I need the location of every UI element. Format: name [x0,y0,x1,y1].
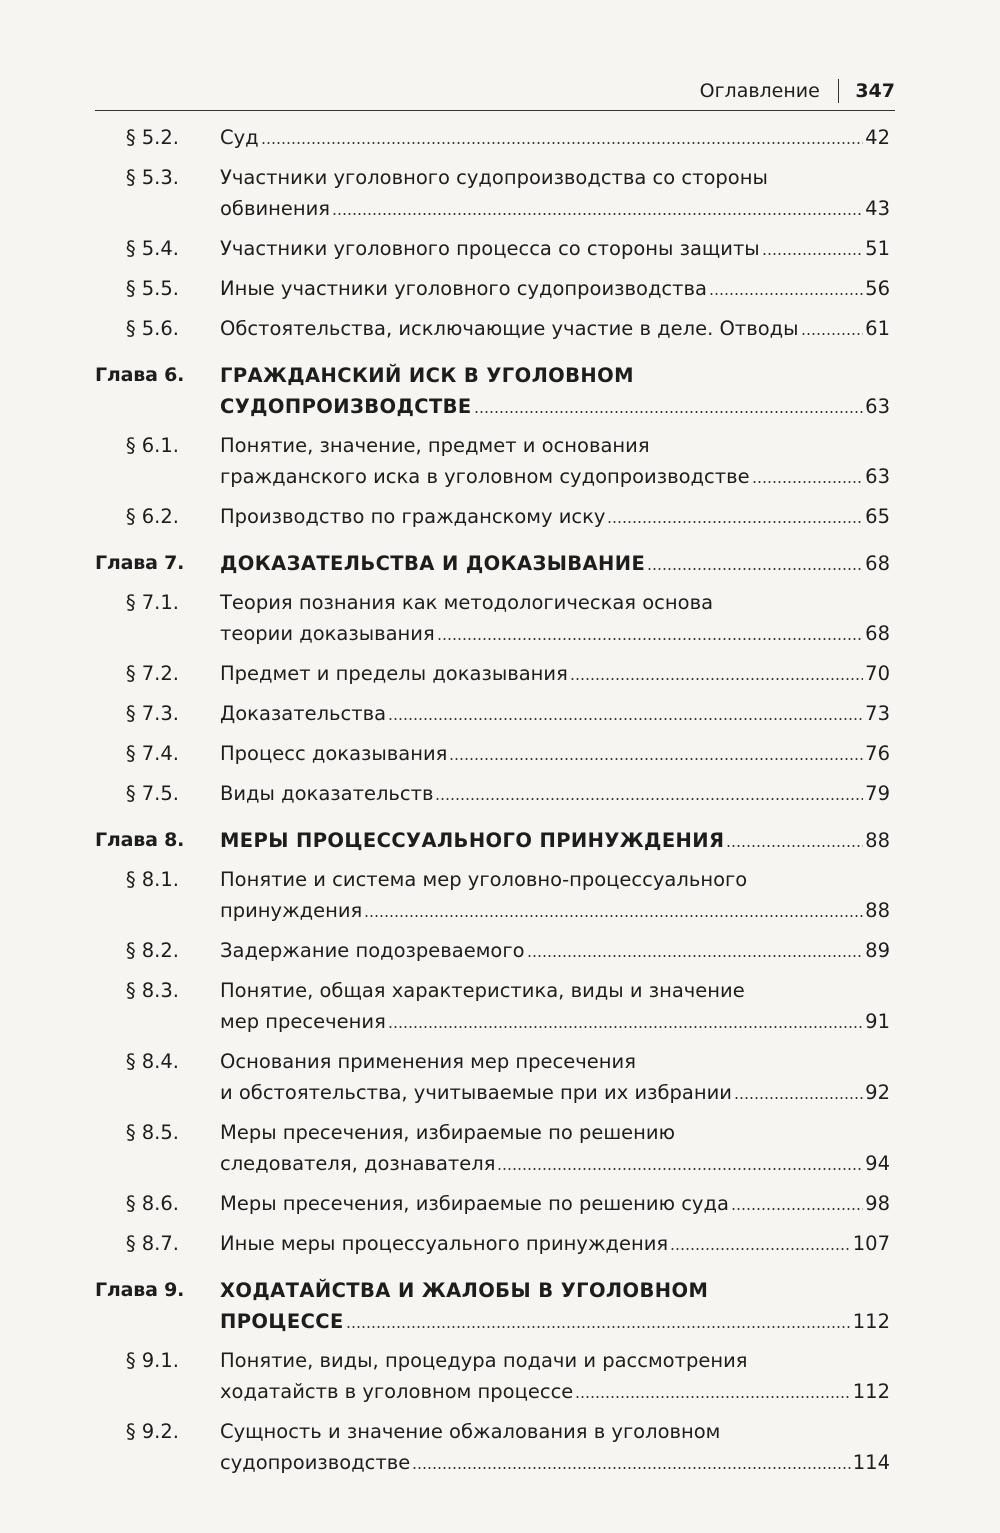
entry-title-text: Понятие и система мер уголовно-процессуального [220,868,748,891]
entry-line [220,587,890,618]
entry-body [220,698,890,729]
entry-body [220,1117,890,1179]
entry-body [220,548,890,579]
entry-line [220,1148,890,1179]
entry-body [220,122,890,153]
section-number: § 9.2. [125,1420,179,1443]
entry-title-text: теории доказывания [220,622,435,645]
entry-line [220,1447,890,1478]
entry-line [220,825,890,856]
entry-line [220,1117,890,1148]
entry-title-text: Задержание подозреваемого [220,939,525,962]
section-number: § 8.6. [125,1192,179,1215]
table-of-contents [95,122,890,1487]
chapter-number: Глава 9. [95,1279,185,1301]
section-number: § 7.4. [125,742,179,765]
dot-leader [709,290,863,298]
dot-leader [752,478,864,486]
section-number: § 7.5. [125,782,179,805]
running-header [95,72,895,111]
entry-title-text: Понятие, общая характеристика, виды и значение [220,979,745,1002]
dot-leader [762,250,863,258]
dot-leader [731,1205,863,1213]
toc-section-entry [95,1188,890,1219]
entry-title-text: Иные меры процессуального принуждения [220,1232,669,1255]
entry-line [220,895,890,926]
entry-line [220,1306,890,1337]
entry-page-number: 107 [852,1232,890,1255]
dot-leader [734,1094,863,1102]
entry-line [220,501,890,532]
dot-leader [570,675,863,683]
entry-line [220,698,890,729]
entry-page-number: 63 [865,395,890,418]
entry-body [220,162,890,224]
entry-title-text: Сущность и значение обжалования в уголовном [220,1420,721,1443]
entry-body [220,1275,890,1337]
dot-leader [670,1245,851,1253]
entry-title-text: гражданского иска в уголовном судопроизводстве [220,465,750,488]
entry-title-text: Понятие, значение, предмет и основания [220,434,650,457]
entry-title-text: ГРАЖДАНСКИЙ ИСК В УГОЛОВНОМ [220,364,634,387]
entry-page-number: 88 [865,899,890,922]
entry-line [220,122,890,153]
entry-page-number: 112 [852,1380,890,1403]
toc-section-entry [95,698,890,729]
entry-body [220,1345,890,1407]
entry-page-number: 112 [852,1310,890,1333]
section-number: § 9.1. [125,1349,179,1372]
entry-page-number: 51 [865,237,890,260]
dot-leader [607,518,863,526]
entry-page-number: 68 [865,552,890,575]
toc-section-entry [95,313,890,344]
entry-title-text: Процесс доказывания [220,742,448,765]
entry-title-text: мер пресечения [220,1010,386,1033]
section-number: § 8.1. [125,868,179,891]
dot-leader [388,715,863,723]
entry-page-number: 89 [865,939,890,962]
dot-leader [261,139,864,147]
dot-leader [412,1464,851,1472]
section-number: § 7.2. [125,662,179,685]
toc-section-entry [95,1117,890,1179]
toc-chapter-entry [95,548,890,579]
entry-page-number: 63 [865,465,890,488]
entry-line [220,162,890,193]
dot-leader [647,565,863,573]
entry-line [220,1416,890,1447]
toc-section-entry [95,738,890,769]
dot-leader [346,1323,851,1331]
section-number: § 5.5. [125,277,179,300]
toc-section-entry [95,122,890,153]
entry-title-text: Основания применения мер пресечения [220,1050,636,1073]
entry-title-text: Производство по гражданскому иску [220,505,606,528]
dot-leader [332,210,863,218]
entry-line [220,1188,890,1219]
entry-page-number: 42 [865,126,890,149]
chapter-number: Глава 6. [95,364,185,386]
entry-line [220,1275,890,1306]
header-divider [838,79,840,103]
entry-title-text: Обстоятельства, исключающие участие в деле. Отводы [220,317,799,340]
toc-chapter-entry [95,360,890,422]
entry-page-number: 56 [865,277,890,300]
dot-leader [364,912,863,920]
entry-body [220,313,890,344]
toc-section-entry [95,1046,890,1108]
dot-leader [575,1393,850,1401]
entry-line [220,1046,890,1077]
entry-page-number: 79 [865,782,890,805]
section-number: § 6.1. [125,434,179,457]
entry-line [220,360,890,391]
entry-page-number: 94 [865,1152,890,1175]
entry-line [220,313,890,344]
toc-section-entry [95,587,890,649]
toc-section-entry [95,1416,890,1478]
section-number: § 7.3. [125,702,179,725]
entry-page-number: 91 [865,1010,890,1033]
entry-title-text: Виды доказательств [220,782,434,805]
toc-section-entry [95,233,890,264]
entry-body [220,1416,890,1478]
entry-line [220,658,890,689]
entry-title-text: Суд [220,126,259,149]
entry-title-text: обвинения [220,197,331,220]
dot-leader [388,1023,863,1031]
entry-page-number: 70 [865,662,890,685]
toc-section-entry [95,864,890,926]
toc-section-entry [95,162,890,224]
dot-leader [435,795,863,803]
entry-body [220,430,890,492]
entry-line [220,273,890,304]
entry-page-number: 61 [865,317,890,340]
entry-body [220,975,890,1037]
toc-chapter-entry [95,825,890,856]
toc-section-entry [95,501,890,532]
section-number: § 8.7. [125,1232,179,1255]
section-number: § 8.3. [125,979,179,1002]
entry-page-number: 114 [852,1451,890,1474]
entry-title-text: и обстоятельства, учитываемые при их избрании [220,1081,732,1104]
toc-section-entry [95,430,890,492]
entry-title-text: МЕРЫ ПРОЦЕССУАЛЬНОГО ПРИНУЖДЕНИЯ [220,829,725,852]
entry-body [220,778,890,809]
dot-leader [449,755,863,763]
chapter-number: Глава 8. [95,829,185,851]
toc-section-entry [95,1345,890,1407]
entry-body [220,233,890,264]
entry-line [220,430,890,461]
section-number: § 5.2. [125,126,179,149]
entry-body [220,360,890,422]
section-number: § 5.3. [125,166,179,189]
section-number: § 8.5. [125,1121,179,1144]
dot-leader [497,1165,863,1173]
entry-line [220,778,890,809]
entry-title-text: судопроизводстве [220,1451,411,1474]
entry-title-text: ПРОЦЕССЕ [220,1310,344,1333]
toc-chapter-entry [95,1275,890,1337]
entry-title-text: принуждения [220,899,363,922]
dot-leader [474,408,864,416]
entry-title-text: ходатайств в уголовном процессе [220,1380,574,1403]
entry-line [220,461,890,492]
section-number: § 7.1. [125,591,179,614]
dot-leader [801,330,864,338]
entry-line [220,618,890,649]
toc-section-entry [95,935,890,966]
entry-title-text: ХОДАТАЙСТВА И ЖАЛОБЫ В УГОЛОВНОМ [220,1279,709,1302]
section-number: § 5.4. [125,237,179,260]
entry-title-text: Предмет и пределы доказывания [220,662,568,685]
entry-page-number: 65 [865,505,890,528]
chapter-number: Глава 7. [95,552,185,574]
entry-line [220,1345,890,1376]
section-number: § 5.6. [125,317,179,340]
entry-body [220,864,890,926]
entry-body [220,935,890,966]
entry-body [220,1188,890,1219]
entry-line [220,391,890,422]
entry-body [220,501,890,532]
entry-line [220,233,890,264]
entry-body [220,738,890,769]
entry-title-text: Понятие, виды, процедура подачи и рассмотрения [220,1349,748,1372]
entry-line [220,1077,890,1108]
header-page-number: 347 [855,80,895,102]
entry-page-number: 88 [865,829,890,852]
entry-line [220,1006,890,1037]
toc-section-entry [95,658,890,689]
entry-page-number: 76 [865,742,890,765]
entry-body [220,1228,890,1259]
section-number: § 6.2. [125,505,179,528]
header-title: Оглавление [699,80,820,102]
entry-page-number: 43 [865,197,890,220]
entry-title-text: Теория познания как методологическая основа [220,591,714,614]
entry-line [220,738,890,769]
section-number: § 8.4. [125,1050,179,1073]
entry-title-text: Меры пресечения, избираемые по решению суда [220,1192,729,1215]
entry-body [220,658,890,689]
entry-line [220,1376,890,1407]
entry-page-number: 73 [865,702,890,725]
entry-title-text: Меры пресечения, избираемые по решению [220,1121,676,1144]
dot-leader [527,952,864,960]
entry-title-text: Доказательства [220,702,387,725]
entry-title-text: Участники уголовного процесса со стороны защиты [220,237,760,260]
entry-body [220,273,890,304]
toc-section-entry [95,273,890,304]
dot-leader [437,635,863,643]
entry-title-text: СУДОПРОИЗВОДСТВЕ [220,395,472,418]
toc-section-entry [95,778,890,809]
entry-page-number: 98 [865,1192,890,1215]
entry-title-text: следователя, дознавателя [220,1152,496,1175]
entry-body [220,825,890,856]
entry-line [220,193,890,224]
entry-line [220,1228,890,1259]
entry-body [220,587,890,649]
entry-line [220,935,890,966]
entry-line [220,975,890,1006]
entry-title-text: ДОКАЗАТЕЛЬСТВА И ДОКАЗЫВАНИЕ [220,552,646,575]
entry-page-number: 92 [865,1081,890,1104]
entry-body [220,1046,890,1108]
entry-line [220,864,890,895]
dot-leader [726,842,863,850]
entry-line [220,548,890,579]
toc-section-entry [95,975,890,1037]
entry-title-text: Иные участники уголовного судопроизводства [220,277,707,300]
entry-title-text: Участники уголовного судопроизводства со стороны [220,166,768,189]
entry-page-number: 68 [865,622,890,645]
section-number: § 8.2. [125,939,179,962]
toc-section-entry [95,1228,890,1259]
